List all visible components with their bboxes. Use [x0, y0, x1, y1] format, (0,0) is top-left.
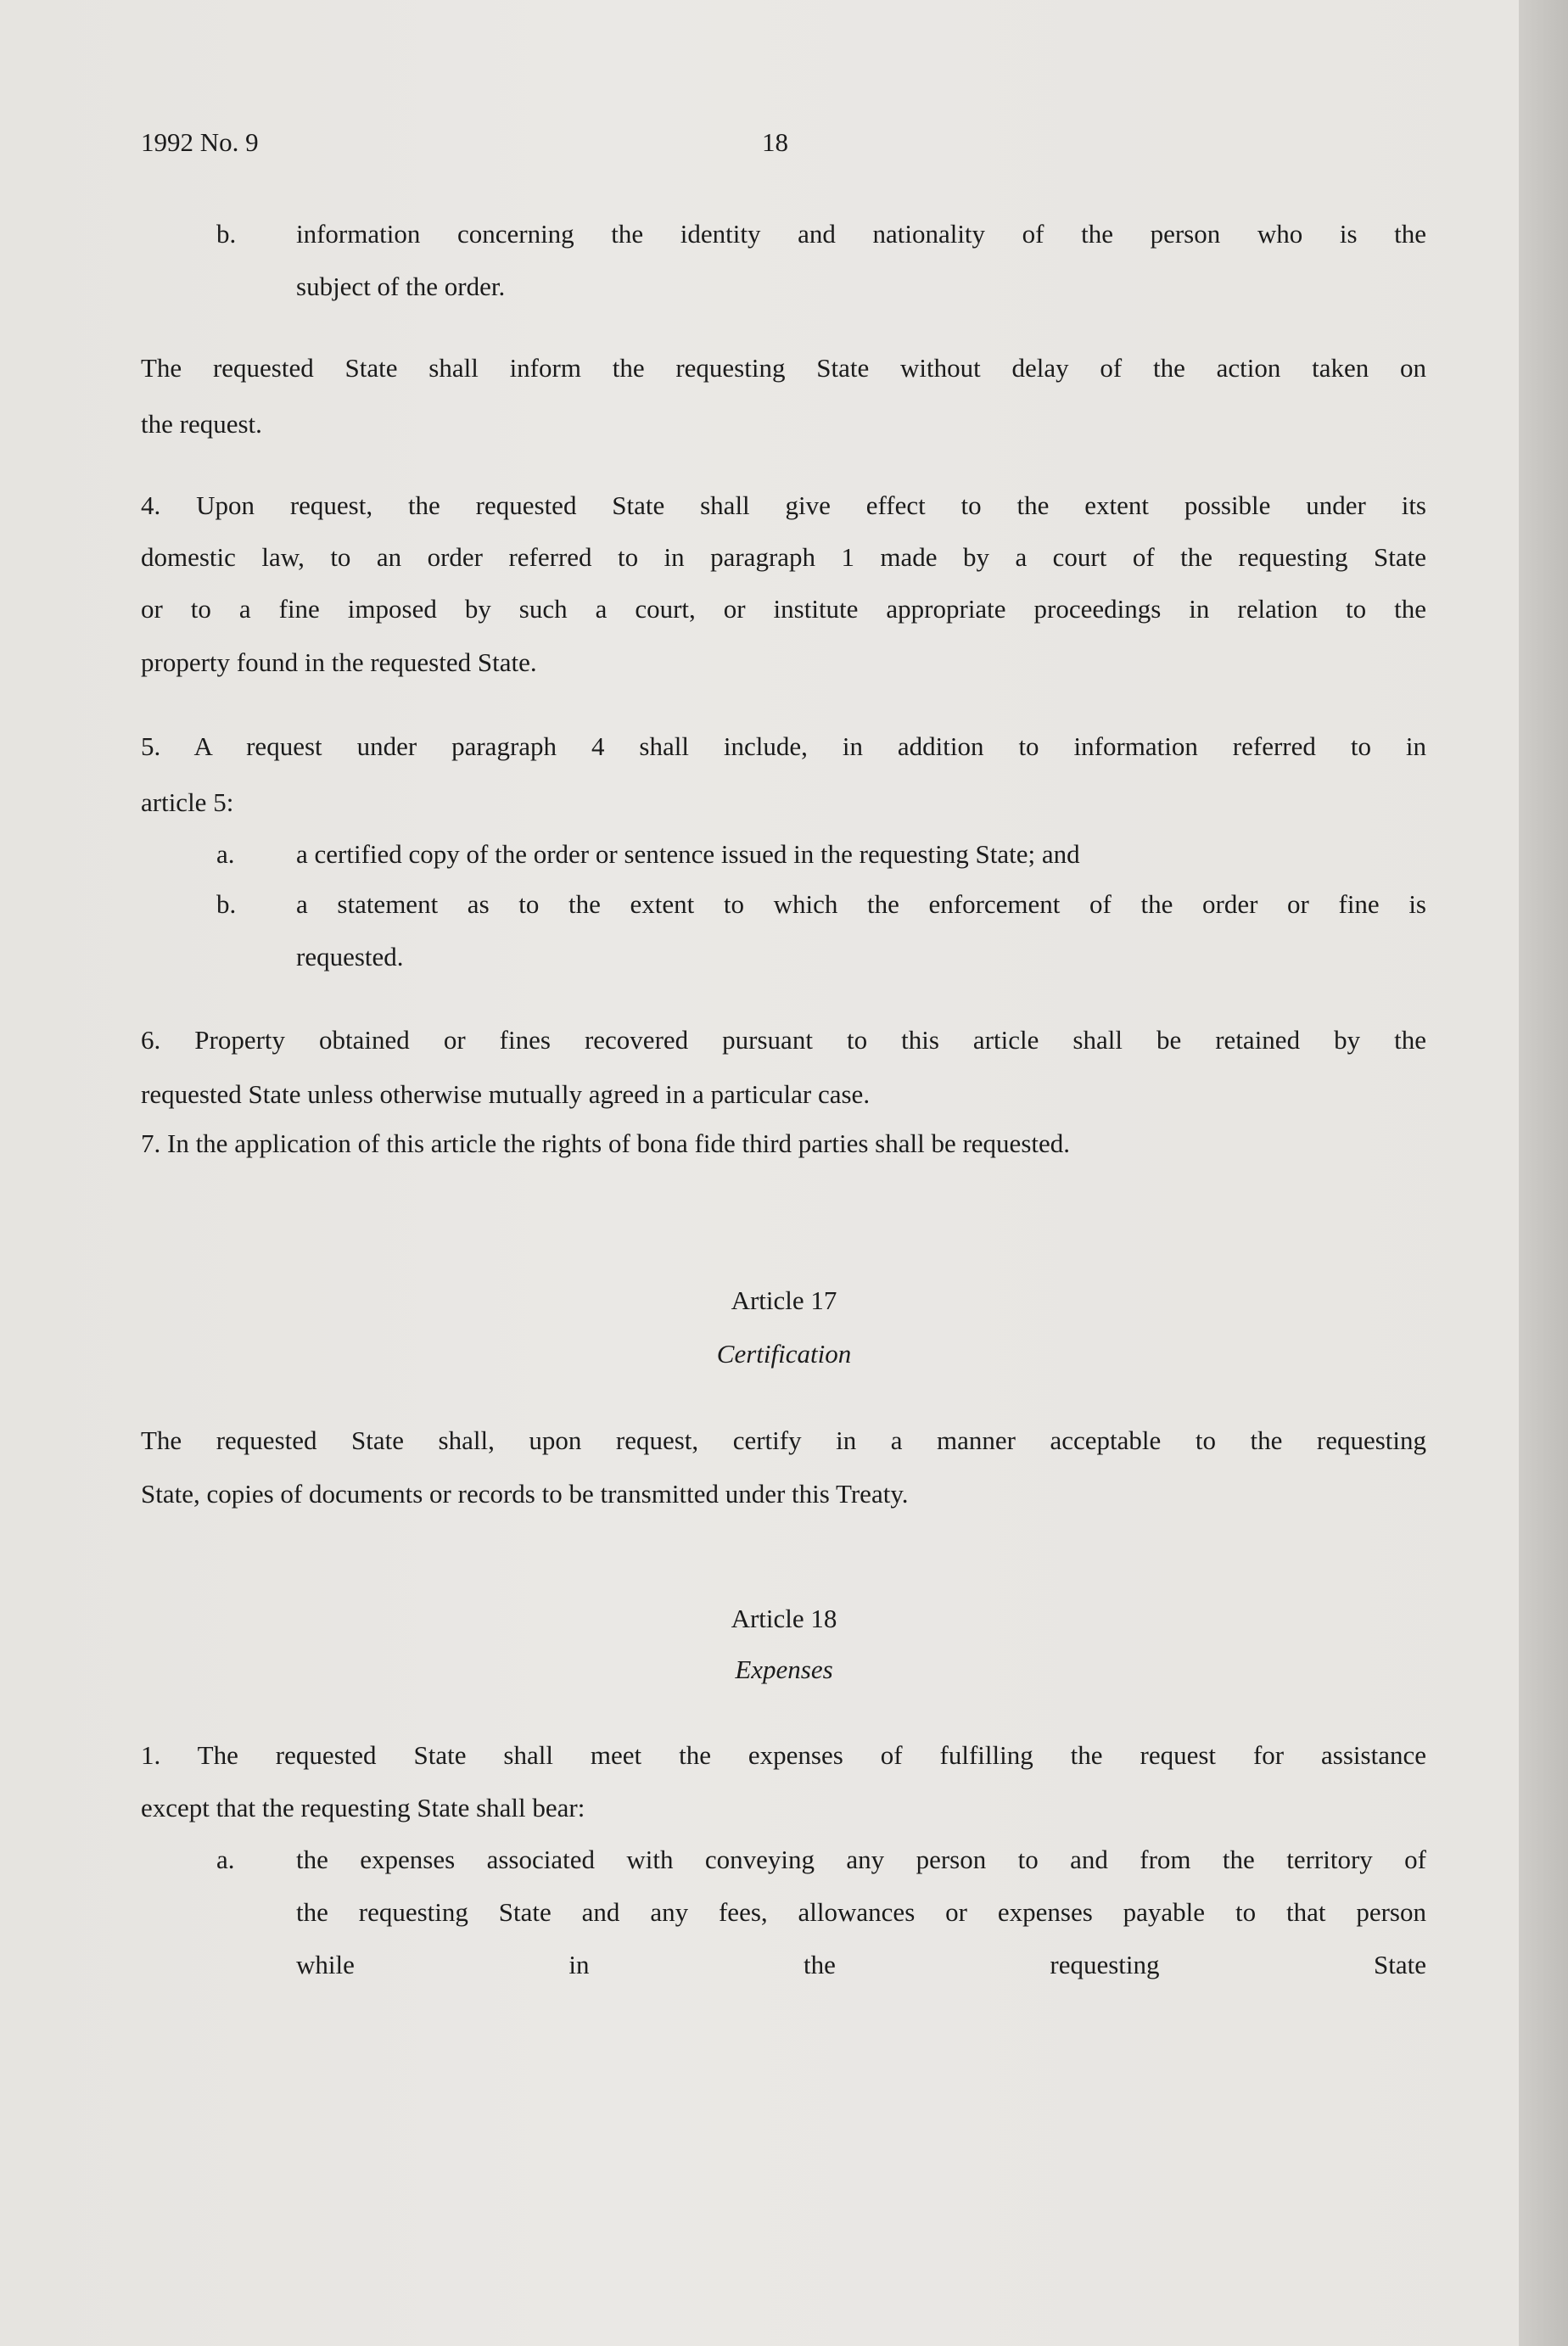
- paragraph-7: 7. In the application of this article the rights of bona fide third parties shall be requested.: [141, 1128, 1071, 1158]
- paragraph: the request.: [141, 409, 262, 439]
- article-subheading: Certification: [716, 1339, 852, 1369]
- paragraph-4: domestic law, to an order referred to in paragraph 1 made by a court of the requesting State: [141, 542, 1426, 572]
- page-edge: [1519, 0, 1568, 2346]
- header-left: 1992 No. 9: [141, 127, 259, 157]
- paragraph-1: 1. The requested State shall meet the expenses of fulfilling the request for assistance: [141, 1740, 1426, 1770]
- item-text: requested.: [296, 942, 404, 971]
- paragraph-4: property found in the requested State.: [141, 647, 537, 677]
- item-text: the requesting State and any fees, allowances or expenses payable to that person: [296, 1897, 1426, 1927]
- paragraph-5: 5. A request under paragraph 4 shall include, in addition to information referred to in: [141, 731, 1426, 761]
- paragraph: The requested State shall inform the requesting State without delay of the action taken on: [141, 353, 1426, 383]
- article-subheading: Expenses: [735, 1655, 833, 1684]
- item-marker: b.: [216, 889, 237, 919]
- item-marker: a.: [216, 1845, 235, 1874]
- paragraph-6: requested State unless otherwise mutually agreed in a particular case.: [141, 1079, 871, 1109]
- paragraph-6: 6. Property obtained or fines recovered pursuant to this article shall be retained by the: [141, 1025, 1426, 1055]
- page-number: 18: [762, 127, 788, 157]
- item-text: subject of the order.: [296, 272, 506, 301]
- item-text: a statement as to the extent to which the enforcement of the order or fine is: [296, 889, 1426, 919]
- paragraph-1: except that the requesting State shall bear:: [141, 1793, 585, 1822]
- article-heading: Article 18: [731, 1604, 837, 1633]
- paragraph: State, copies of documents or records to be transmitted under this Treaty.: [141, 1479, 909, 1509]
- item-marker: b.: [216, 219, 237, 249]
- item-text: while in the requesting State: [296, 1950, 1426, 1979]
- article-heading: Article 17: [731, 1285, 837, 1315]
- item-marker: a.: [216, 839, 235, 869]
- paragraph: The requested State shall, upon request, certify in a manner acceptable to the requesting: [141, 1425, 1426, 1455]
- item-text: the expenses associated with conveying any person to and from the territory of: [296, 1845, 1426, 1874]
- paragraph-4: or to a fine imposed by such a court, or institute appropriate proceedings in relation to the: [141, 594, 1426, 624]
- item-text: a certified copy of the order or sentence issued in the requesting State; and: [296, 839, 1080, 869]
- paragraph-5: article 5:: [141, 787, 234, 817]
- item-text: information concerning the identity and nationality of the person who is the: [296, 219, 1426, 249]
- paragraph-4: 4. Upon request, the requested State shall give effect to the extent possible under its: [141, 490, 1426, 520]
